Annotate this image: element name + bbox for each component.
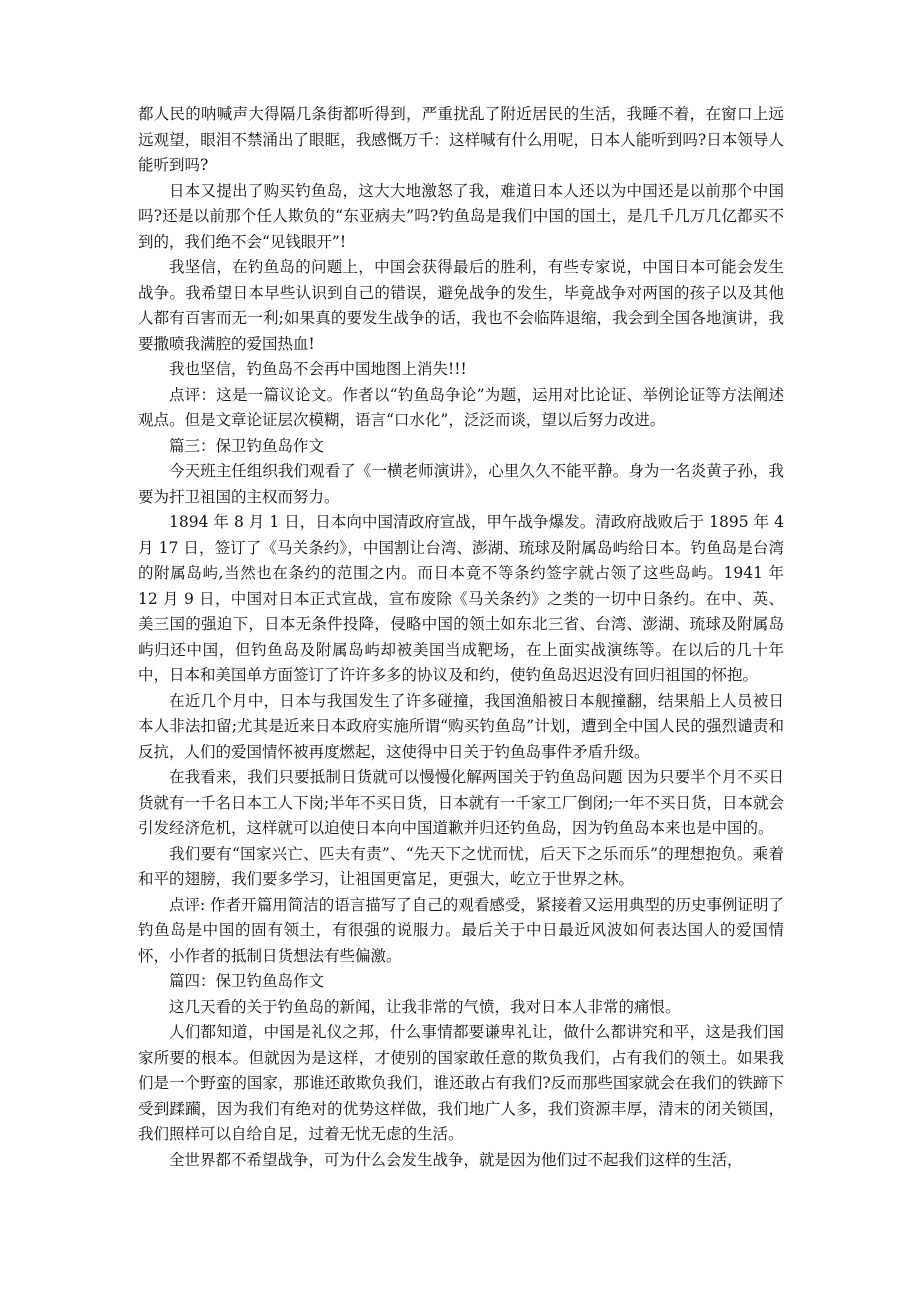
paragraph: 这几天看的关于钓鱼岛的新闻，让我非常的气愤，我对日本人非常的痛恨。 xyxy=(169,997,681,1016)
paragraph: 今天班主任组织我们观看了《一横老师演讲》，心里久久不能平静。身为一名炎黄子孙，我要为扞卫祖国的主权而努力。 xyxy=(138,462,784,506)
section-heading: 篇三：保卫钓鱼岛作文 xyxy=(169,436,325,455)
paragraph: 我坚信，在钓鱼岛的问题上，中国会获得最后的胜利，有些专家说，中国日本可能会发生战争。我希望日本早些认识到自己的错误，避免战争的发生，毕竟战争对两国的孩子以及其他人都有百害而无一利;如果真的要发生战争的话，我也不会临阵退缩，我会到全国各地演讲，我要撒喷我满腔的爱国热血! xyxy=(138,258,784,353)
paragraph: 日本又提出了购买钓鱼岛，这大大地激怒了我，难道日本人还以为中国还是以前那个中国吗?还是以前那个任人欺负的“东亚病夫”吗?钓鱼岛是我们中国的国土，是几千几万几亿都买不到的，我们绝不会“见钱眼开”! xyxy=(138,181,784,251)
comment-paragraph: 点评: 作者开篇用简洁的语言描写了自己的观看感受，紧接着又运用典型的历史事例证明了钓鱼岛是中国的固有领土，有很强的说服力。最后关于中日最近风波如何表达国人的爱国情怀，小作者的抵制日货想法有些偏激。 xyxy=(138,895,784,965)
document-body xyxy=(138,102,784,1173)
paragraph: 我也坚信，钓鱼岛不会再中国地图上消失!!! xyxy=(169,360,467,378)
paragraph: 在我看来，我们只要抵制日货就可以慢慢化解两国关于钓鱼岛问题 因为只要半个月不买日货就有一千名日本工人下岗;半年不买日货，日本就有一千家工厂倒闭;一年不买日货，日本就会引发经济危机，这样就可以迫使日本向中国道歉并归还钓鱼岛，因为钓鱼岛本来也是中国的。 xyxy=(138,768,784,837)
comment-paragraph: 点评：这是一篇议论文。作者以“钓鱼岛争论”为题，运用对比论证、举例论证等方法阐述观点。但是文章论证层次模糊，语言“口水化”，泛泛而谈，望以后努力改进。 xyxy=(138,385,784,429)
paragraph: 人们都知道，中国是礼仪之邦，什么事情都要谦卑礼让，做什么都讲究和平，这是我们国家所要的根本。但就因为是这样，才使别的国家敢任意的欺负我们，占有我们的领土。如果我们是一个野蛮的国家，那谁还敢欺负我们，谁还敢占有我们?反而那些国家就会在我们的铁蹄下受到蹂躏，因为我们有绝对的优势这样做，我们地广人多，我们资源丰厚，清末的闭关锁国，我们照样可以自给自足，过着无忧无虑的生活。 xyxy=(138,1023,784,1143)
paragraph: 都人民的呐喊声大得隔几条街都听得到，严重扰乱了附近居民的生活，我睡不着，在窗口上远远观望，眼泪不禁涌出了眼眶，我感慨万千：这样喊有什么用呢，日本人能听到吗?日本领导人能听到吗? xyxy=(138,105,784,174)
section-heading: 篇四：保卫钓鱼岛作文 xyxy=(169,972,325,990)
paragraph: 1894 年 8 月 1 日，日本向中国清政府宣战，甲午战争爆发。清政府战败后于 1895 年 4 月 17 日，签订了《马关条约》，中国割让台湾、澎湖、琉球及附属岛屿给日本。钓鱼岛是台湾的附属岛屿,当然也在条约的范围之内。而日本竟不等条约签字就占领了这些岛屿。1941 年 12 月 9 日，中国对日本正式宣战，宣布废除《马关条约》之类的一切中日条约。在中、英、美三国的强迫下，日本无条件投降，侵略中国的领土如东北三省、台湾、澎湖、琉球及附属岛屿归还中国，但钓鱼岛及附属岛屿却被美国当成靶场，在上面实战演练等。在以后的几十年中，日本和美国单方面签订了许许多多的协议及和约，使钓鱼岛迟迟没有回归祖国的怀抱。 xyxy=(138,513,784,684)
paragraph: 全世界都不希望战争，可为什么会发生战争，就是因为他们过不起我们这样的生活， xyxy=(169,1150,743,1169)
paragraph: 在近几个月中，日本与我国发生了许多碰撞，我国渔船被日本舰撞翻，结果船上人员被日本人非法扣留;尤其是近来日本政府实施所谓“购买钓鱼岛”计划，遭到全中国人民的强烈谴责和反抗，人们的爱国情怀被再度燃起，这使得中日关于钓鱼岛事件矛盾升级。 xyxy=(138,691,784,761)
paragraph: 我们要有“国家兴亡、匹夫有责”、“先天下之忧而忧，后天下之乐而乐”的理想抱负。乘着和平的翅膀，我们要多学习，让祖国更富足，更强大，屹立于世界之林。 xyxy=(138,844,784,888)
